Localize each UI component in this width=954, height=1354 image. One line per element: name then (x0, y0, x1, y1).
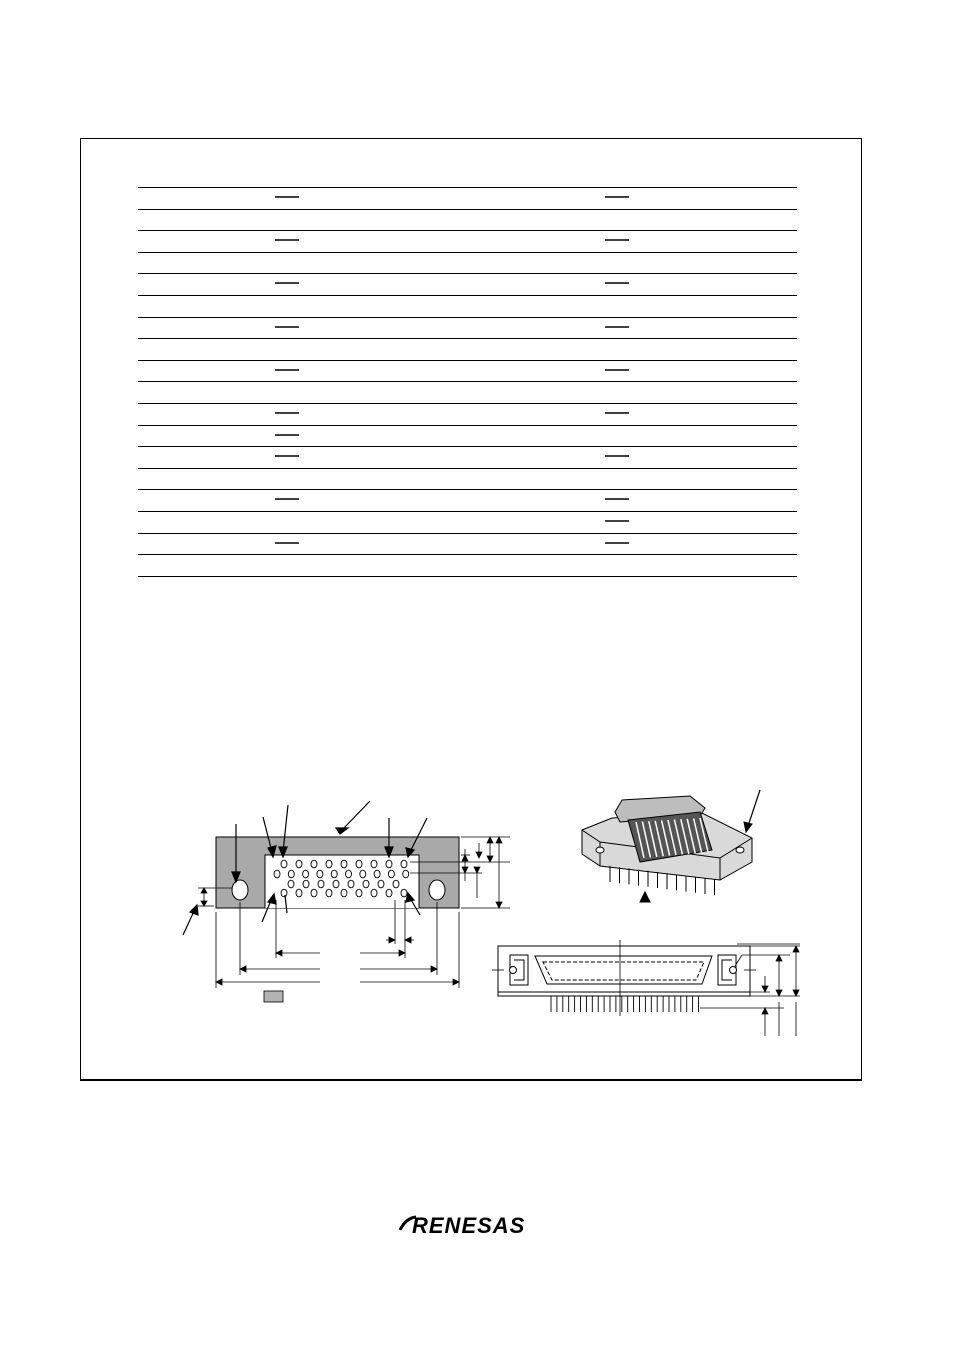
brand-wordmark: RENESAS (412, 1213, 526, 1238)
mounting-hole-right (429, 880, 445, 900)
legend-swatch (264, 991, 283, 1002)
mounting-hole-left (232, 880, 248, 900)
connector-perspective-view (582, 790, 760, 902)
connector-side-view (492, 940, 800, 1036)
pin1-triangle-marker (640, 892, 650, 902)
connector-front-view (183, 801, 510, 1002)
renesas-logo (398, 1212, 546, 1240)
